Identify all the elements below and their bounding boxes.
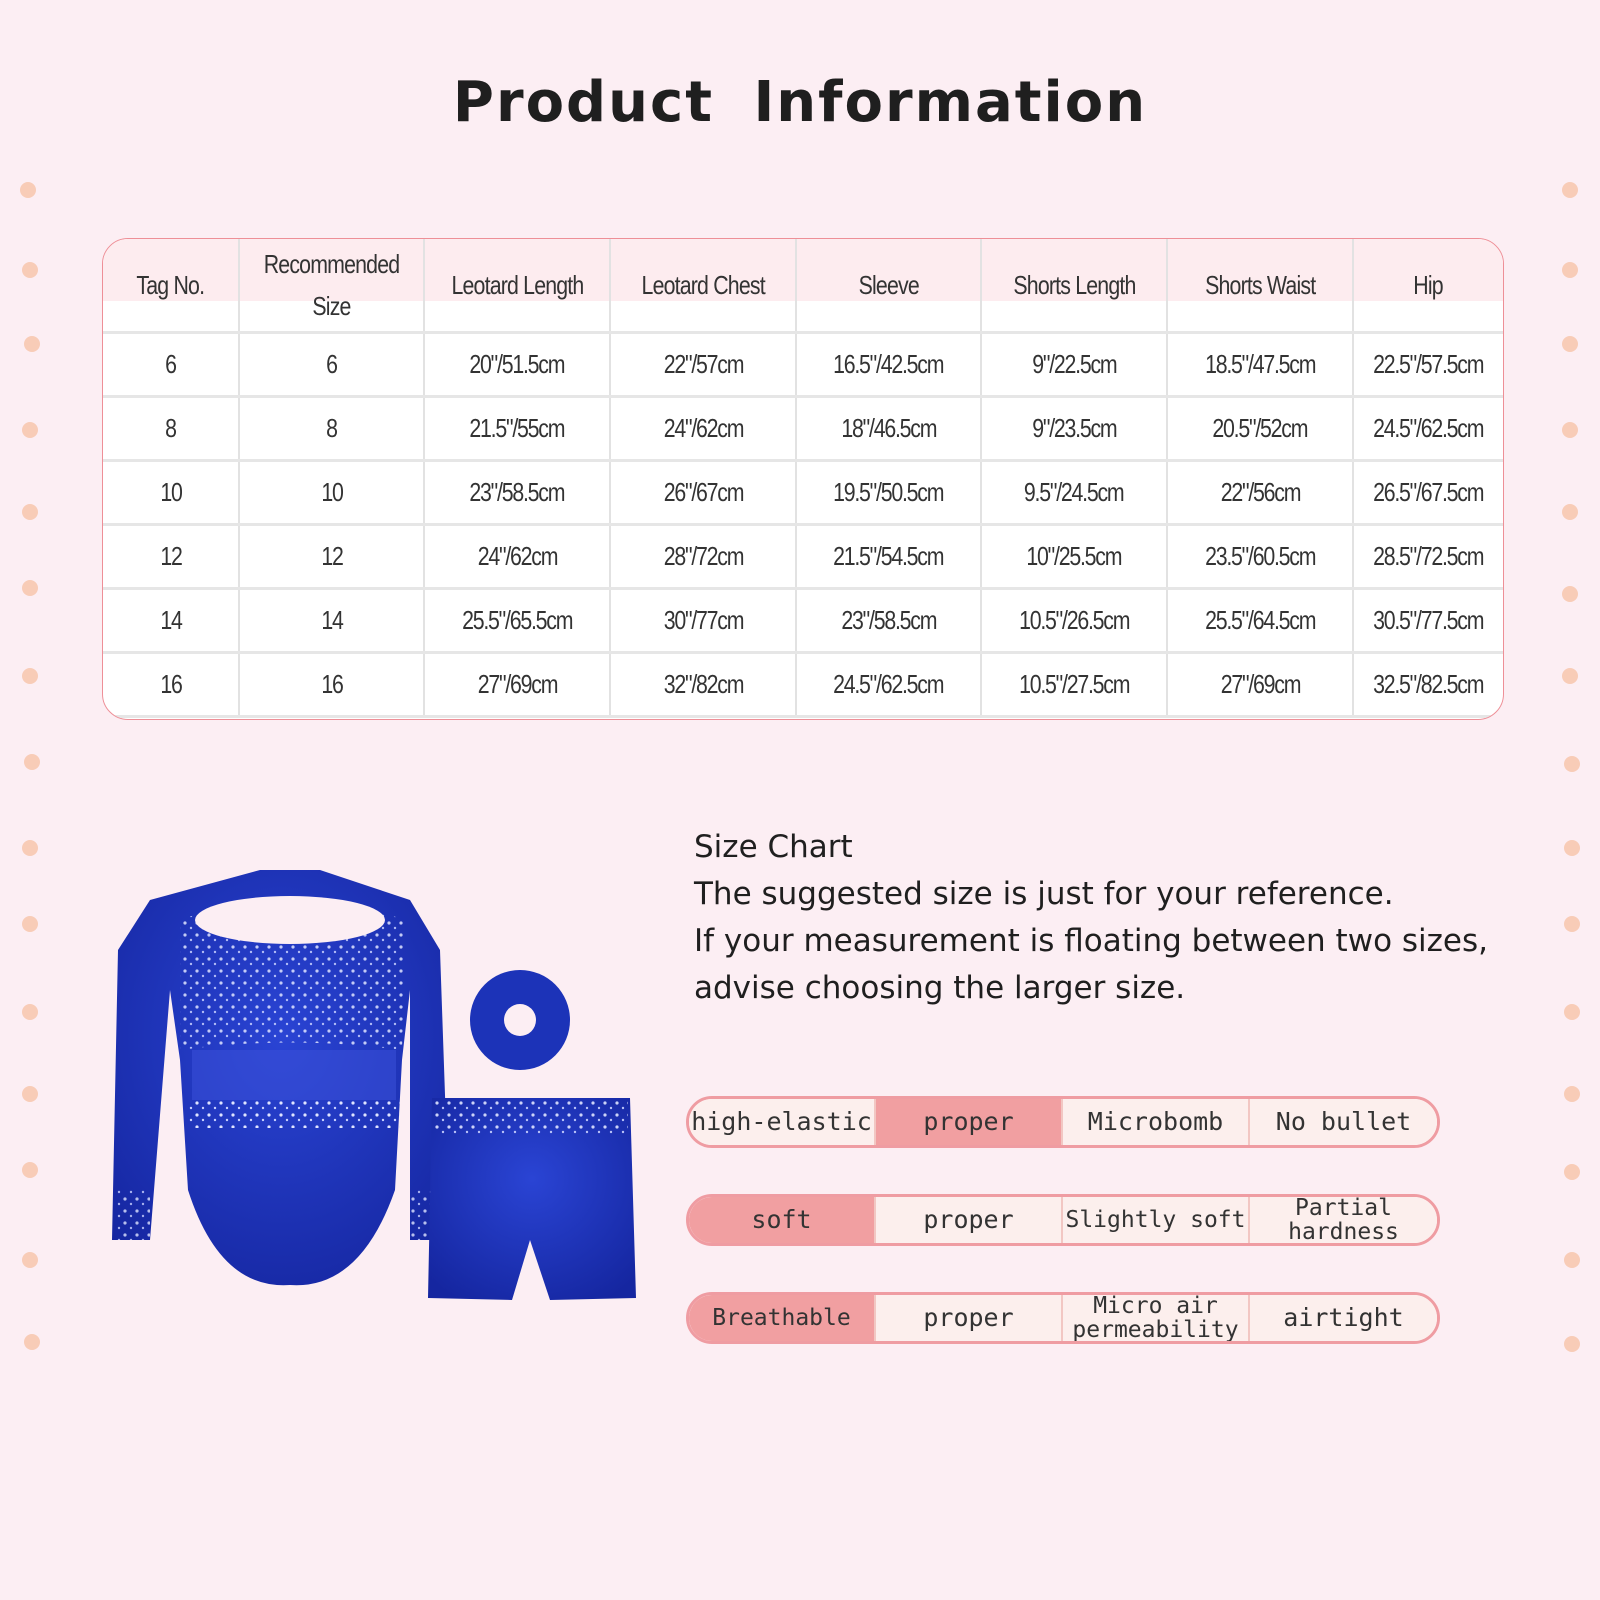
dot: [22, 504, 38, 520]
table-cell: [1167, 589, 1353, 653]
dot: [24, 754, 40, 770]
cell-value: 16: [159, 669, 182, 699]
header-label: Tag No.: [136, 269, 205, 300]
dot: [1564, 1252, 1580, 1268]
table-row: [103, 653, 1503, 717]
notes-line: If your measurement is floating between two sizes,: [694, 923, 1488, 959]
table-cell: [796, 589, 981, 653]
header-leotard-length: [424, 239, 610, 333]
cell-value: 12: [320, 541, 343, 571]
dot: [22, 1162, 38, 1178]
table-row: [103, 589, 1503, 653]
cell-value: 16: [320, 669, 343, 699]
cell-value: 20"/51.5cm: [469, 349, 565, 379]
cell-value: 10: [159, 477, 182, 507]
header-shorts-waist: [1167, 239, 1353, 333]
table-cell: [1167, 333, 1353, 397]
table-cell: [424, 333, 610, 397]
cell-value: 27"/69cm: [1220, 669, 1300, 699]
header-label: Hip: [1413, 269, 1444, 300]
table-cell: [239, 461, 424, 525]
cell-value: 21.5"/55cm: [469, 413, 565, 443]
dot: [20, 182, 36, 198]
dot: [1564, 1004, 1580, 1020]
cell-value: 6: [326, 349, 337, 379]
cell-value: 9"/22.5cm: [1031, 349, 1117, 379]
header-label: Leotard Chest: [641, 269, 765, 300]
cell-value: 22"/56cm: [1220, 477, 1300, 507]
table-cell: [796, 333, 981, 397]
table-row: [103, 461, 1503, 525]
table-cell: [239, 333, 424, 397]
scale-option-proper: proper: [876, 1099, 1063, 1145]
dot: [1564, 840, 1580, 856]
header-shorts-length: [981, 239, 1167, 333]
table-cell: [424, 525, 610, 589]
cell-value: 24.5"/62.5cm: [833, 669, 944, 699]
table-cell: [1167, 397, 1353, 461]
cell-value: 18"/46.5cm: [841, 413, 936, 443]
dot: [1564, 1086, 1580, 1102]
cell-value: 8: [326, 413, 337, 443]
cell-value: 24"/62cm: [663, 413, 743, 443]
cell-value: 9.5"/24.5cm: [1024, 477, 1124, 507]
table-header-row: [103, 239, 1503, 333]
cell-value: 26"/67cm: [663, 477, 743, 507]
header-tag-no: [103, 239, 239, 333]
header-recommended-size: [239, 239, 424, 333]
table-cell: [103, 461, 239, 525]
leotard-set-image: [110, 860, 650, 1320]
cell-value: 6: [165, 349, 176, 379]
table-cell: [103, 525, 239, 589]
table-cell: [796, 397, 981, 461]
table-cell: [796, 653, 981, 717]
table-cell: [981, 653, 1167, 717]
cell-value: 28"/72cm: [663, 541, 743, 571]
dot: [1562, 668, 1578, 684]
table-row: [103, 333, 1503, 397]
dot: [1564, 916, 1580, 932]
table-cell: [103, 589, 239, 653]
scale-option-soft: soft: [689, 1197, 876, 1243]
size-chart-notes: [694, 824, 1524, 1012]
scale-option-micro-air-permeability: Micro air permeability: [1063, 1295, 1250, 1341]
elasticity-scale: [686, 1096, 1440, 1148]
cell-value: 30"/77cm: [663, 605, 743, 635]
table-row: [103, 525, 1503, 589]
dot: [1562, 422, 1578, 438]
table-cell: [1167, 461, 1353, 525]
table-cell: [981, 589, 1167, 653]
scale-option-proper: proper: [876, 1197, 1063, 1243]
cell-value: 30.5"/77.5cm: [1373, 605, 1484, 635]
table-cell: [424, 589, 610, 653]
dot: [22, 668, 38, 684]
table-cell: [796, 525, 981, 589]
cell-value: 23"/58.5cm: [469, 477, 565, 507]
cell-value: 14: [320, 605, 343, 635]
scale-option-breathable: Breathable: [689, 1295, 876, 1341]
cell-value: 12: [159, 541, 182, 571]
table-cell: [103, 653, 239, 717]
breathability-scale: [686, 1292, 1440, 1344]
table-cell: [981, 525, 1167, 589]
dot: [1564, 756, 1580, 772]
header-sleeve: [796, 239, 981, 333]
scale-option-proper: proper: [876, 1295, 1063, 1341]
table-cell: [610, 397, 796, 461]
cell-value: 26.5"/67.5cm: [1373, 477, 1484, 507]
cell-value: 10.5"/26.5cm: [1018, 605, 1130, 635]
table-cell: [1353, 333, 1503, 397]
table-cell: [239, 653, 424, 717]
notes-line: The suggested size is just for your reference.: [694, 876, 1394, 912]
shorts-shape: [428, 1098, 636, 1300]
notes-line: advise choosing the larger size.: [694, 970, 1186, 1006]
softness-scale: [686, 1194, 1440, 1246]
table-cell: [103, 397, 239, 461]
table-cell: [610, 461, 796, 525]
cell-value: 9"/23.5cm: [1031, 413, 1117, 443]
dot: [1564, 1164, 1580, 1180]
header-hip: [1353, 239, 1503, 333]
scale-option-slightly-soft: Slightly soft: [1063, 1197, 1250, 1243]
dot: [1562, 504, 1578, 520]
cell-value: 24"/62cm: [477, 541, 557, 571]
cell-value: 23.5"/60.5cm: [1204, 541, 1316, 571]
header-label: Shorts Waist: [1204, 269, 1316, 300]
scale-option-high-elastic: high-elastic: [689, 1099, 876, 1145]
size-table-card: [102, 238, 1504, 720]
cell-value: 22"/57cm: [663, 349, 743, 379]
table-cell: [239, 525, 424, 589]
cell-value: 14: [159, 605, 182, 635]
cell-value: 28.5"/72.5cm: [1373, 541, 1484, 571]
cell-value: 8: [165, 413, 176, 443]
header-leotard-chest: [610, 239, 796, 333]
header-label: Shorts Length: [1012, 269, 1136, 300]
dot: [1562, 262, 1578, 278]
cell-value: 23"/58.5cm: [841, 605, 936, 635]
table-cell: [610, 333, 796, 397]
table-cell: [1353, 525, 1503, 589]
cell-value: 25.5"/65.5cm: [461, 605, 573, 635]
dot: [1562, 182, 1578, 198]
table-cell: [1353, 397, 1503, 461]
table-cell: [1353, 653, 1503, 717]
dot: [1564, 1336, 1580, 1352]
cell-value: 21.5"/54.5cm: [833, 541, 944, 571]
size-table: [103, 239, 1503, 718]
dot: [1562, 336, 1578, 352]
cell-value: 20.5"/52cm: [1212, 413, 1308, 443]
table-cell: [424, 397, 610, 461]
leotard-shape: [112, 870, 450, 1285]
scale-option-microbomb: Microbomb: [1063, 1099, 1250, 1145]
dot: [22, 916, 38, 932]
table-cell: [424, 461, 610, 525]
dot: [1562, 586, 1578, 602]
header-label: Leotard Length: [451, 269, 583, 300]
cell-value: 18.5"/47.5cm: [1204, 349, 1316, 379]
table-cell: [610, 525, 796, 589]
cell-value: 10: [320, 477, 343, 507]
table-cell: [610, 589, 796, 653]
scrunchie-shape: [470, 970, 570, 1070]
dot: [22, 1086, 38, 1102]
page-title: Product Information: [452, 70, 1148, 135]
cell-value: 25.5"/64.5cm: [1204, 605, 1316, 635]
dot: [22, 262, 38, 278]
dot: [22, 840, 38, 856]
scale-option-airtight: airtight: [1250, 1295, 1437, 1341]
cell-value: 27"/69cm: [477, 669, 557, 699]
table-cell: [1353, 589, 1503, 653]
cell-value: 32.5"/82.5cm: [1373, 669, 1484, 699]
scale-option-partial-hardness: Partial hardness: [1250, 1197, 1437, 1243]
dot: [22, 422, 38, 438]
dot: [24, 1334, 40, 1350]
table-cell: [981, 333, 1167, 397]
table-cell: [1353, 461, 1503, 525]
scale-option-no-bullet: No bullet: [1250, 1099, 1437, 1145]
dot: [22, 1252, 38, 1268]
cell-value: 24.5"/62.5cm: [1373, 413, 1484, 443]
table-row: [103, 397, 1503, 461]
table-cell: [981, 461, 1167, 525]
table-cell: [610, 653, 796, 717]
header-label: Sleeve: [858, 269, 919, 300]
notes-heading: Size Chart: [694, 829, 853, 865]
table-cell: [1167, 653, 1353, 717]
table-cell: [424, 653, 610, 717]
table-cell: [796, 461, 981, 525]
table-cell: [239, 397, 424, 461]
cell-value: 10"/25.5cm: [1026, 541, 1122, 571]
table-cell: [981, 397, 1167, 461]
table-cell: [239, 589, 424, 653]
cell-value: 19.5"/50.5cm: [833, 477, 944, 507]
table-cell: [1167, 525, 1353, 589]
table-cell: [103, 333, 239, 397]
dot: [22, 580, 38, 596]
dot: [24, 336, 40, 352]
cell-value: 32"/82cm: [663, 669, 743, 699]
cell-value: 22.5"/57.5cm: [1373, 349, 1484, 379]
cell-value: 16.5"/42.5cm: [833, 349, 944, 379]
dot: [22, 1004, 38, 1020]
header-label: Recommended Size: [263, 249, 400, 321]
cell-value: 10.5"/27.5cm: [1018, 669, 1130, 699]
